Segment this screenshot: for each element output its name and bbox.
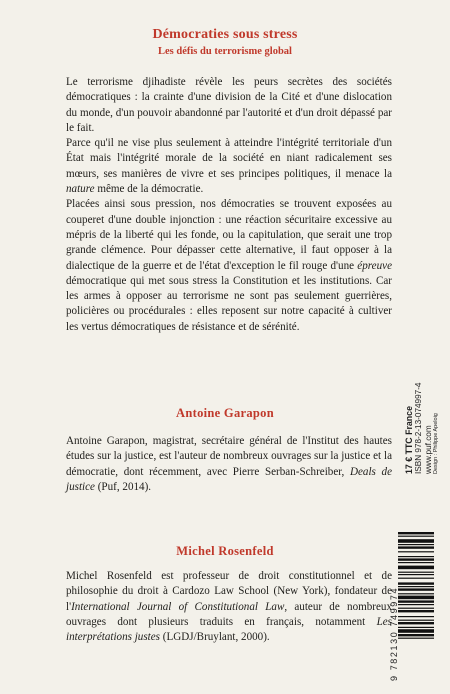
barcode-digits: 9 782130 749974	[389, 586, 399, 681]
blurb	[66, 75, 392, 335]
design-credit: Design : Philippe Apeloig	[433, 413, 439, 474]
blurb-paragraph: Le terrorisme djihadiste révèle les peurs secrètes des sociétés démocratiques : la crainte d'une division de la Cité et d'une dislocation du monde, d'un pouvoir abandonné par l'autorité et d'un droit dépassé par le fait.	[66, 76, 392, 134]
author-bio-text: Antoine Garapon, magistrat, secrétaire général de l'Institut des hautes études sur la justice, est l'auteur de nombreux ouvrages sur la justice et la démocratie, dont récemment, avec Pierre Serban-Schreiber, Deals de justice (Puf, 2014).	[66, 435, 392, 493]
price-label: 17 € TTC France	[404, 406, 414, 474]
blurb-paragraph: Placées ainsi sous pression, nos démocraties se trouvent exposées au couperet d'une double injonction : une réaction sécuritaire excessive au mépris de la liberté qui les fonde, ou la capitulation, que serait une trop grande clémence. Pour dépasser cette alternative, il faut opposer à la dialectique de la guerre et de l'état d'exception le fil rouge d'une épreuve démocratique qui met sous stress la Constitution et les institutions. Car les armes à opposer au terrorisme ne sont pas seulement guerrières, policières ou procédurales : elles reposent sur notre capacité à cultiver les vertus démocratiques de résistance et de sérénité.	[66, 198, 392, 333]
author-bio-text: Michel Rosenfeld est professeur de droit constitutionnel et de philosophie du droit à Cardozo Law School (New York), fondateur de l'International Journal of Constitutional Law, auteur de nombreux ouvrages dont plusieurs traduits en français, notamment Les interprétations justes (LGDJ/Bruylant, 2000).	[66, 570, 393, 644]
author-name: Michel Rosenfeld	[176, 544, 274, 558]
author-name: Antoine Garapon	[176, 406, 274, 420]
author-bio	[66, 569, 392, 645]
book-subtitle: Les défis du terrorisme global	[158, 46, 292, 57]
barcode	[398, 532, 434, 680]
book-title: Démocraties sous stress	[152, 27, 298, 42]
author-bio	[66, 434, 392, 495]
blurb-paragraph: Parce qu'il ne vise plus seulement à atteindre l'intégrité territoriale d'un État mais l'intégrité morale de la société en niant radicalement ses mœurs, ses manières de vivre et ses principes politiques, il menace la nature même de la démocratie.	[66, 137, 392, 196]
website-label: www.puf.com	[424, 425, 433, 474]
isbn-label: ISBN 978-2-13-074997-4	[414, 382, 423, 474]
title-block	[0, 27, 450, 57]
